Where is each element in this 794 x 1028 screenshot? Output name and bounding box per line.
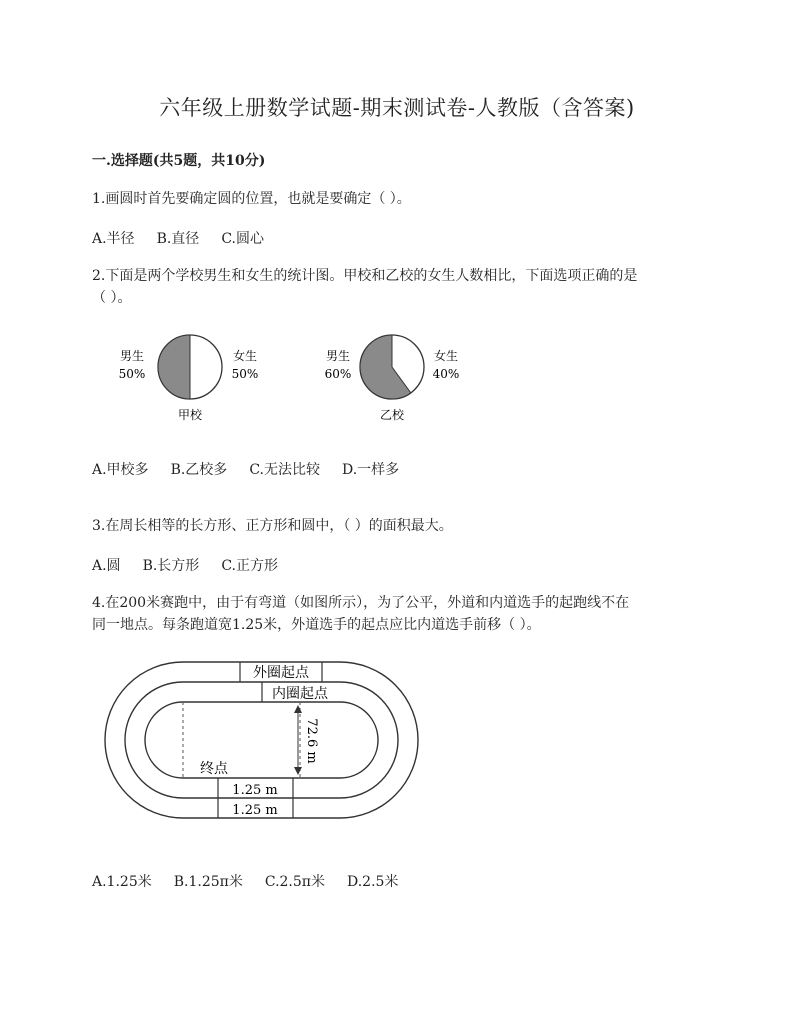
question-3-text: 3.在周长相等的长方形、正方形和圆中，（ ）的面积最大。 bbox=[92, 518, 453, 534]
pie-charts bbox=[0, 325, 794, 435]
pie-chart-yi bbox=[325, 335, 460, 422]
outer-start-label: 外圈起点 bbox=[253, 665, 309, 681]
section-heading: 一.选择题(共5题，共10分) bbox=[92, 153, 266, 169]
pie2-value-boys: 60% bbox=[324, 367, 352, 381]
q1-option-a: A.半径 bbox=[92, 231, 135, 247]
question-2-options bbox=[92, 459, 421, 479]
lane-width-label-2: 1.25 m bbox=[232, 803, 278, 818]
q1-option-c: C.圆心 bbox=[221, 231, 264, 247]
q1-option-b: B.直径 bbox=[156, 231, 200, 247]
track-figure bbox=[0, 655, 794, 835]
q4-option-a: A.1.25米 bbox=[92, 874, 152, 890]
question-4-line2: 同一地点。每条跑道宽1.25米，外道选手的起点应比内道选手前移（ ）。 bbox=[92, 617, 541, 633]
finish-label: 终点 bbox=[200, 761, 228, 777]
question-4-line1: 4.在200米赛跑中，由于有弯道（如图所示），为了公平，外道和内道选手的起跑线不在 bbox=[92, 595, 630, 611]
straight-length-label: 72.6 m bbox=[304, 718, 319, 764]
track-inner-lane bbox=[145, 702, 378, 778]
question-1-options bbox=[92, 228, 286, 248]
page-title: 六年级上册数学试题-期末测试卷-人教版（含答案) bbox=[159, 96, 635, 120]
q3-option-b: B.长方形 bbox=[142, 558, 200, 574]
pie2-label-boys: 男生 bbox=[325, 349, 351, 363]
question-4-options bbox=[92, 871, 420, 891]
pie2-label-girls: 女生 bbox=[433, 349, 459, 363]
pie-chart-jia bbox=[119, 335, 259, 422]
q2-option-a: A.甲校多 bbox=[92, 462, 149, 478]
q4-option-c: C.2.5π米 bbox=[264, 874, 325, 890]
pie1-value-boys: 50% bbox=[118, 367, 146, 381]
q4-option-d: D.2.5米 bbox=[347, 874, 399, 890]
arrow-down-icon bbox=[294, 767, 302, 775]
question-1-text: 1.画圆时首先要确定圆的位置，也就是要确定（ ）。 bbox=[92, 191, 411, 207]
pie2-value-girls: 40% bbox=[432, 367, 460, 381]
question-2-text bbox=[92, 265, 712, 309]
question-3-options bbox=[92, 555, 300, 575]
q3-option-a: A.圆 bbox=[92, 558, 121, 574]
q2-option-b: B.乙校多 bbox=[170, 462, 228, 478]
question-2-line1: 2.下面是两个学校男生和女生的统计图。甲校和乙校的女生人数相比，下面选项正确的是 bbox=[92, 268, 638, 284]
pie1-value-girls: 50% bbox=[231, 367, 259, 381]
inner-start-label: 内圈起点 bbox=[272, 686, 328, 702]
pie1-slice-boys bbox=[158, 335, 190, 399]
pie2-title: 乙校 bbox=[379, 408, 405, 422]
arrow-up-icon bbox=[294, 705, 302, 713]
pie1-label-boys: 男生 bbox=[119, 349, 145, 363]
pie1-label-girls: 女生 bbox=[232, 349, 258, 363]
q3-option-c: C.正方形 bbox=[221, 558, 278, 574]
question-2-line2: （ ）。 bbox=[92, 290, 132, 306]
pie1-title: 甲校 bbox=[177, 408, 203, 422]
q4-option-b: B.1.25π米 bbox=[173, 874, 243, 890]
q2-option-c: C.无法比较 bbox=[249, 462, 320, 478]
lane-width-label-1: 1.25 m bbox=[232, 783, 278, 798]
q2-option-d: D.一样多 bbox=[341, 462, 400, 478]
question-4-text bbox=[92, 592, 722, 636]
